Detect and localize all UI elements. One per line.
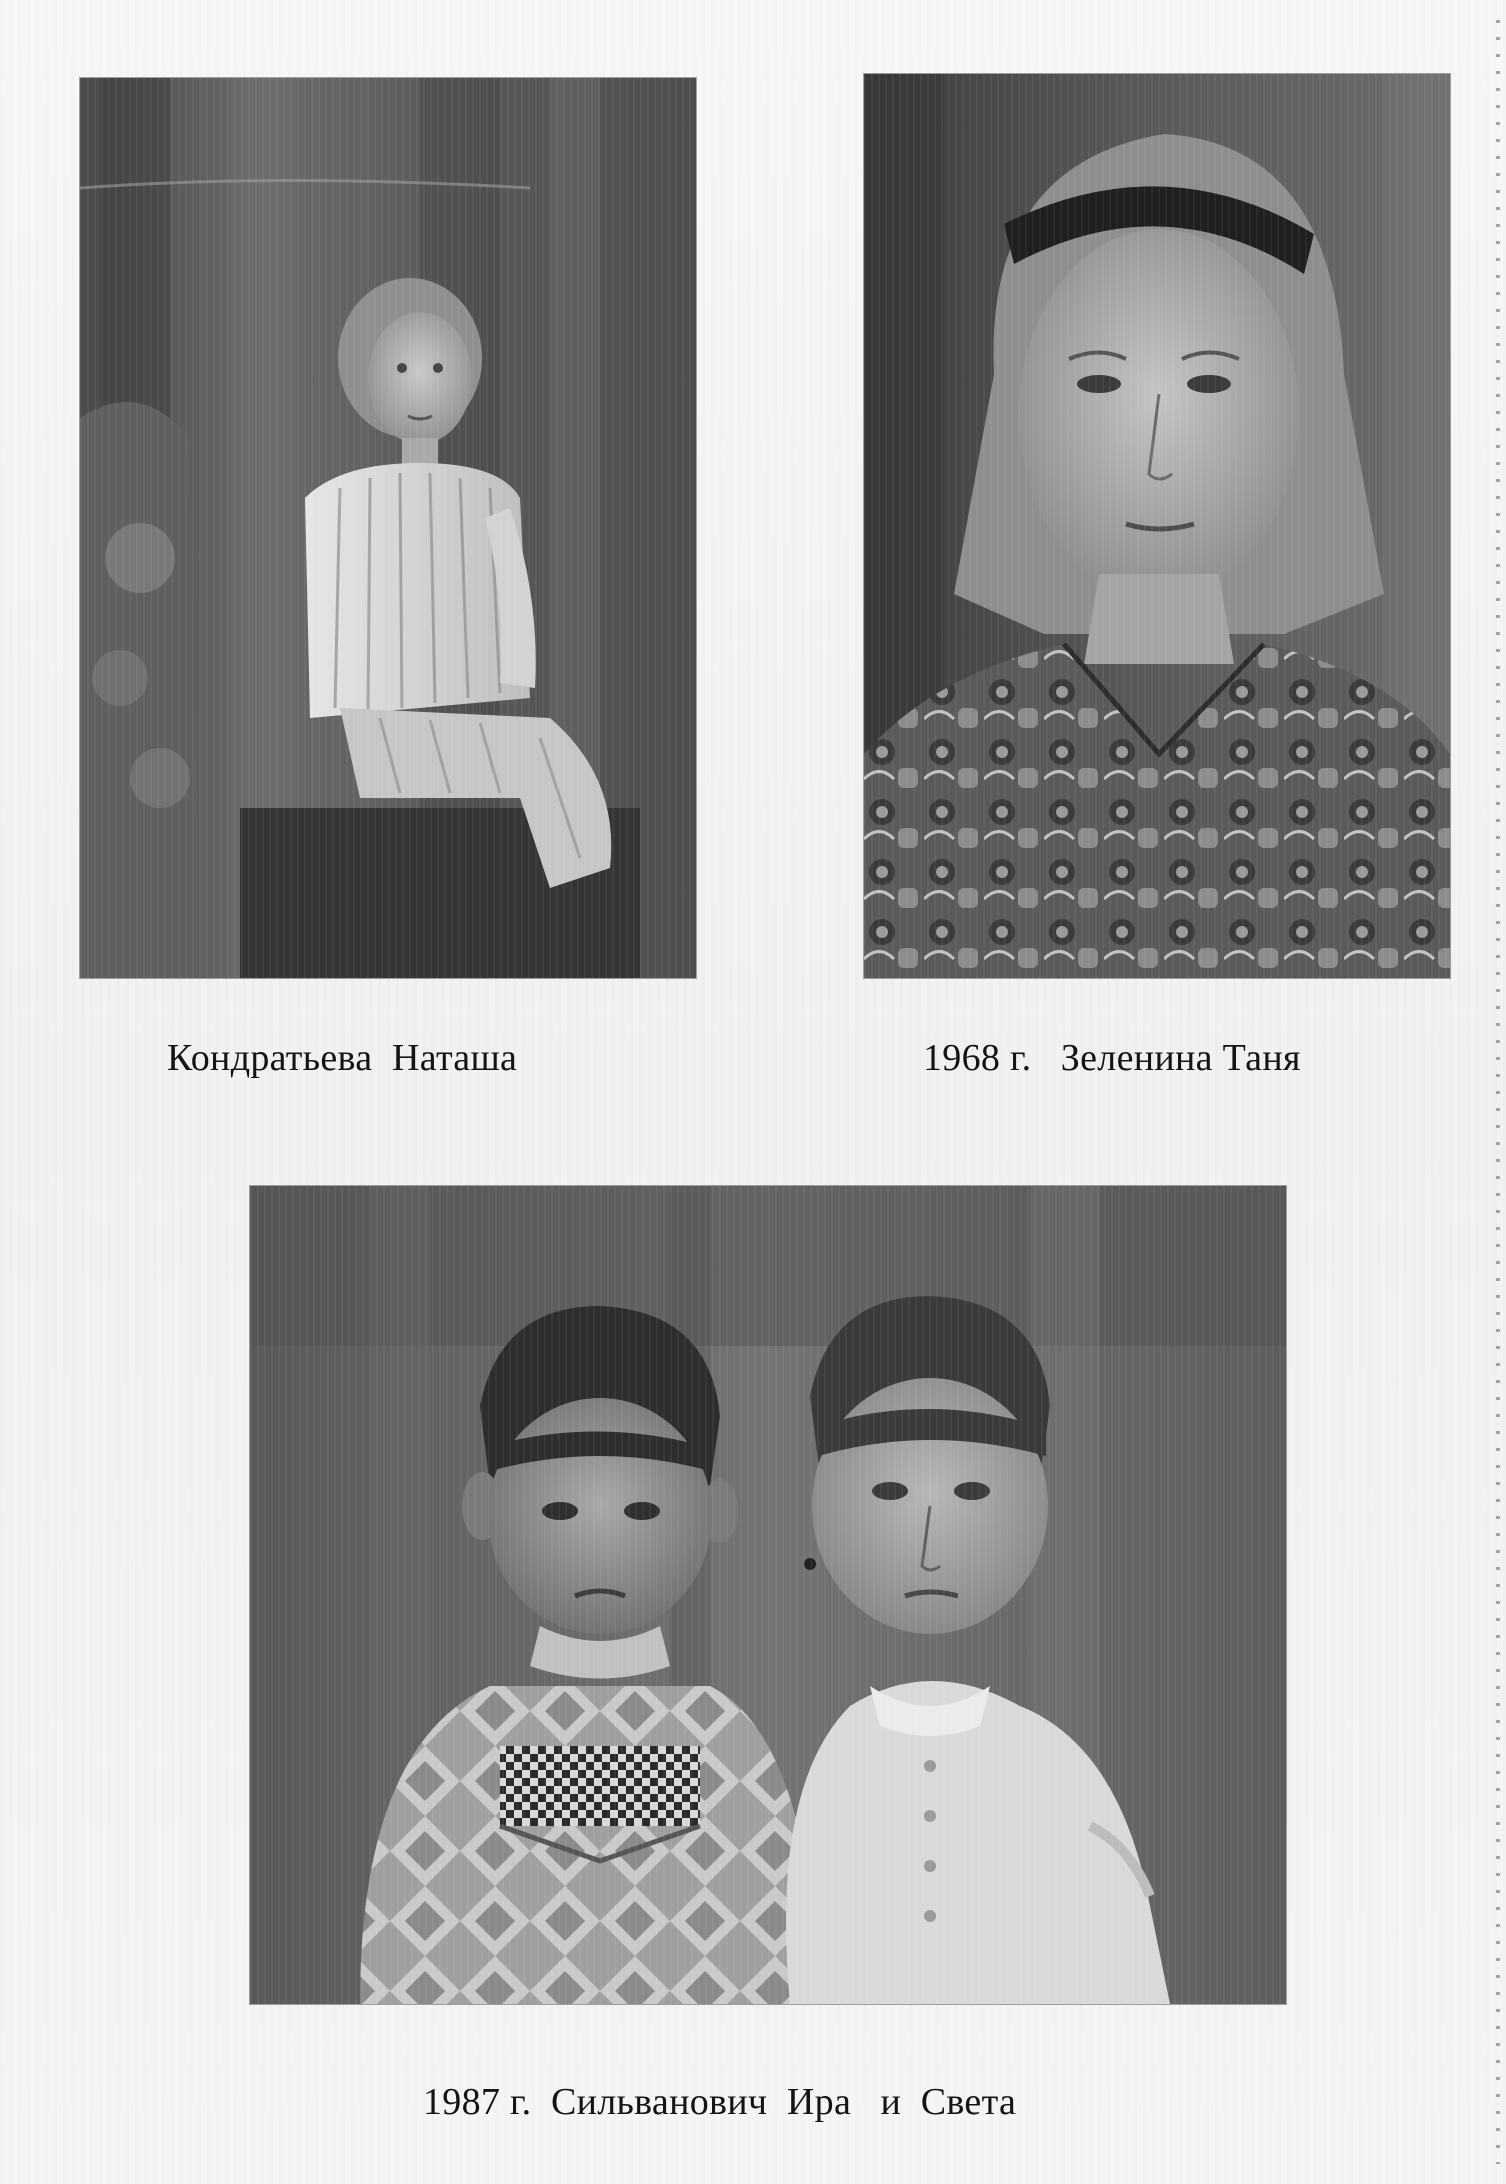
photo-ira-sveta-image [250,1186,1286,2004]
photo-natasha [80,78,696,978]
photo-tanya-image [864,74,1450,978]
caption-natasha: Кондратьева Наташа [167,1037,518,1079]
photo-ira-sveta [250,1186,1286,2004]
caption-ira-sveta: 1987 г. Сильванович Ира и Света [423,2081,1017,2123]
caption-tanya: 1968 г. Зеленина Таня [923,1037,1301,1079]
perforated-edge [1496,20,1500,2164]
photo-tanya [864,74,1450,978]
photo-natasha-image [80,78,696,978]
